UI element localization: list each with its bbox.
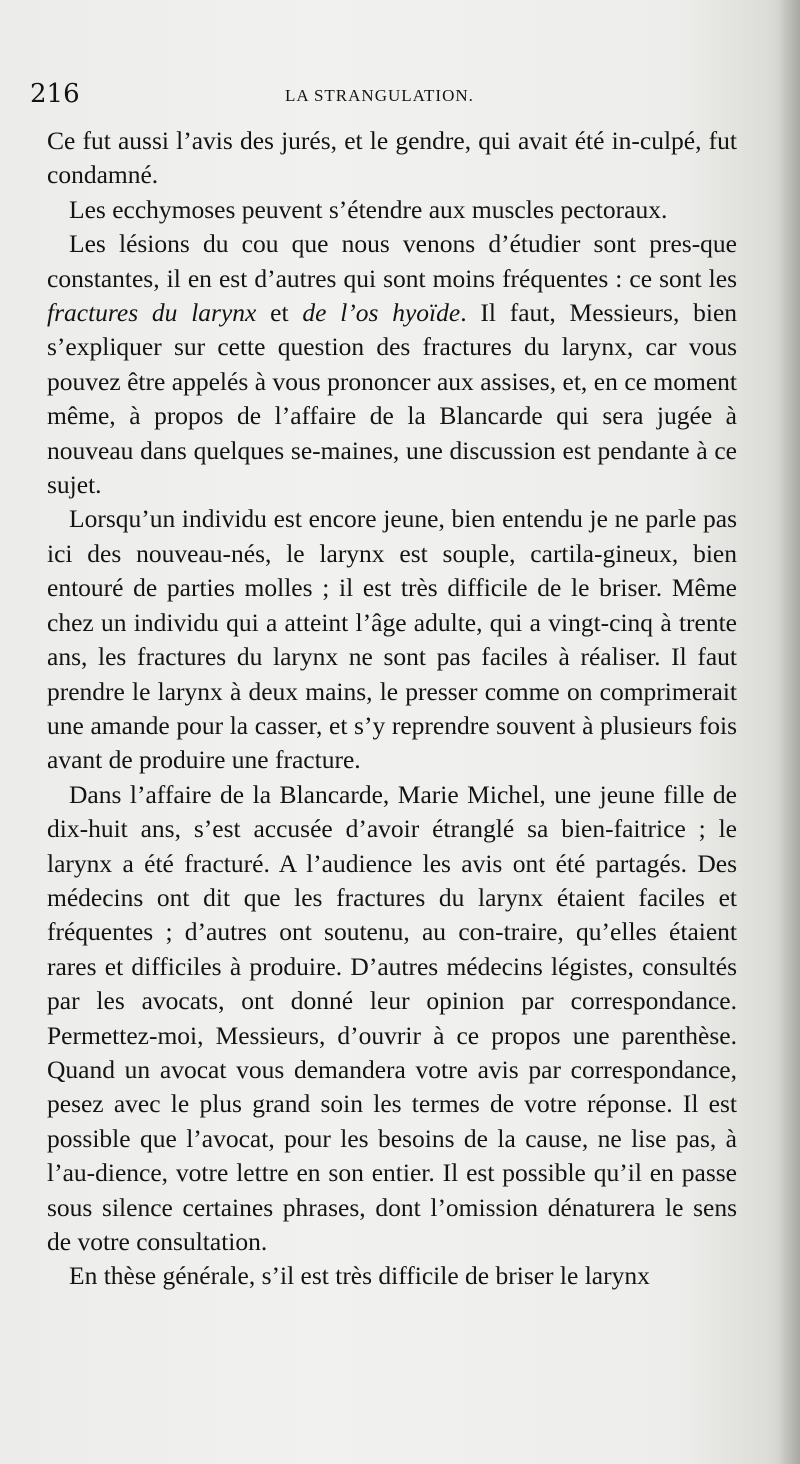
page-edge-shadow: [778, 0, 800, 1464]
paragraph-3-text-end: . Il faut, Messieurs, bien s’expliquer sur cette question des fractures du larynx, car vous pouvez être appelés à vous prononcer aux assises, et, en ce moment même, à propos de l’affaire de la Blancarde qui sera jugée à nouveau dans quelques se-maines, une discussion est pendante à ce sujet.: [47, 298, 738, 500]
body-text: [47, 124, 737, 1294]
italic-os-hyoide: de l’os hyoïde: [302, 298, 461, 328]
paragraph-3: [47, 227, 737, 502]
paragraph-3-text-middle: et: [256, 298, 303, 328]
italic-fractures-du-larynx: fractures du larynx: [47, 298, 257, 328]
paragraph-2: Les ecchymoses peuvent s’étendre aux muscles pectoraux.: [69, 194, 668, 224]
paragraph-4: Lorsqu’un individu est encore jeune, bien entendu je ne parle pas ici des nouveau-nés, le larynx est souple, cartila-gineux, bien entouré de parties molles ; il est très difficile de le briser. Même chez un individu qui a atteint l’âge adulte, qui a vingt-cinq à trente ans, les fractures du larynx ne sont pas faciles à réaliser. Il faut prendre le larynx à deux mains, le presser comme on comprimerait une amande pour la casser, et s’y reprendre souvent à plusieurs fois avant de produire une fracture.: [47, 504, 737, 775]
paragraph-1: Ce fut aussi l’avis des jurés, et le gendre, qui avait été in-culpé, fut condamné.: [47, 126, 737, 190]
page-header: [30, 74, 730, 114]
page-number: 216: [30, 79, 80, 109]
paragraph-3-text-start: Les lésions du cou que nous venons d’étudier sont pres-que constantes, il en est d’autres qui sont moins fréquentes : ce sont les: [47, 229, 737, 293]
running-title: LA STRANGULATION.: [285, 86, 474, 105]
paragraph-5: Dans l’affaire de la Blancarde, Marie Michel, une jeune fille de dix-huit ans, s’est accusée d’avoir étranglé sa bien-faitrice ; le larynx a été fracturé. A l’audience les avis ont été partagés. Des médecins ont dit que les fractures du larynx étaient faciles et fréquentes ; d’autres ont soutenu, au con-traire, qu’elles étaient rares et difficiles à produire. D’autres médecins légistes, consultés par les avocats, ont donné leur opinion par correspondance. Permettez-moi, Messieurs, d’ouvrir à ce propos une parenthèse. Quand un avocat vous demandera votre avis par correspondance, pesez avec le plus grand soin les termes de votre réponse. Il est possible que l’avocat, pour les besoins de la cause, ne lise pas, à l’au-dience, votre lettre en son entier. Il est possible qu’il en passe sous silence certaines phrases, dont l’omission dénaturera le sens de votre consultation.: [47, 779, 737, 1256]
paragraph-6: En thèse générale, s’il est très difficile de briser le larynx: [69, 1261, 650, 1291]
